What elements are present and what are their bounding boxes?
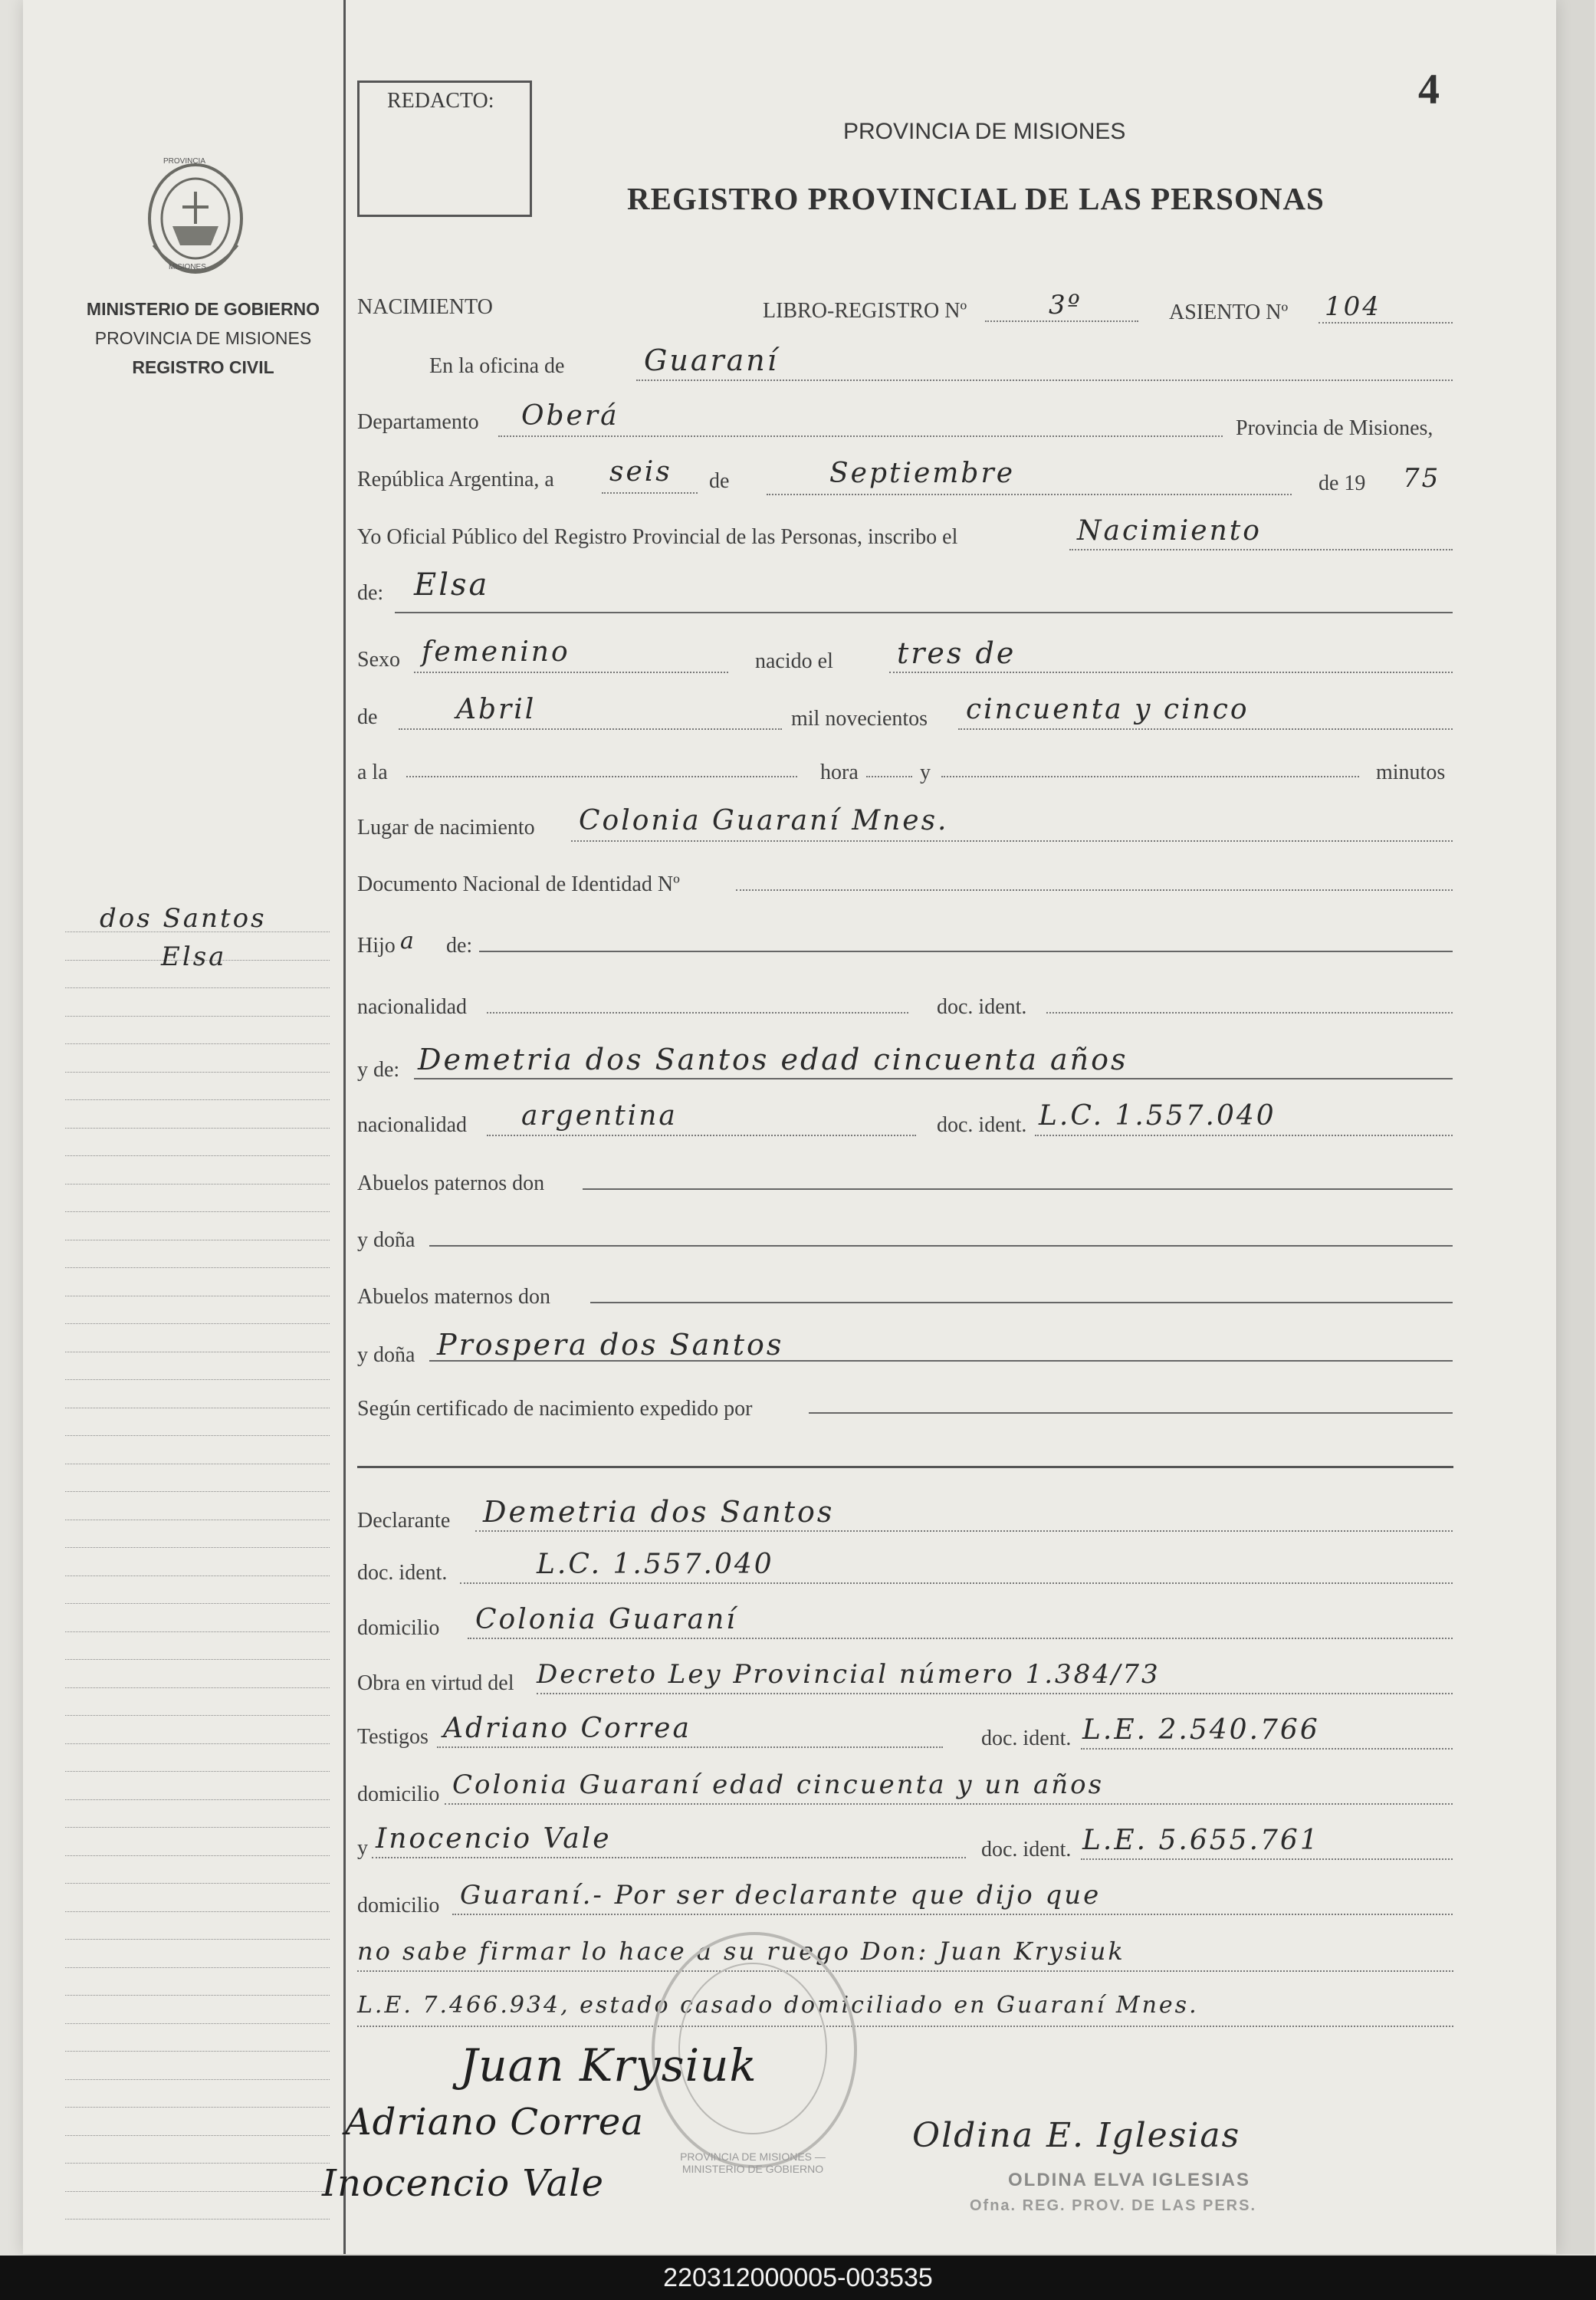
margin-rule-line [65, 1799, 330, 1800]
margin-rule-line [65, 1379, 330, 1380]
margin-rule-line [65, 1043, 330, 1044]
docident2-label: doc. ident. [937, 1113, 1027, 1137]
margin-rule-line [65, 1715, 330, 1716]
margin-rule-line [65, 987, 330, 988]
margin-rule-line [65, 2135, 330, 2136]
margin-rule-line [65, 2163, 330, 2164]
official-stamp-title: Ofna. REG. PROV. DE LAS PERS. [970, 2197, 1256, 2214]
dni-label: Documento Nacional de Identidad Nº [357, 872, 680, 896]
testigo2-value: Inocencio Vale [376, 1823, 612, 1855]
nacionalidad2-value: argentina [521, 1100, 678, 1132]
docident4-label: doc. ident. [981, 1727, 1072, 1750]
margin-rule-line [65, 1099, 330, 1100]
departamento-label: Departamento [357, 410, 479, 434]
margin-rule-line [65, 2107, 330, 2108]
domicilio2-value: Colonia Guaraní edad cincuenta y un años [452, 1769, 1105, 1800]
ydona2-value: Prospera dos Santos [437, 1328, 784, 1362]
nacido-label: nacido el [755, 649, 833, 673]
domicilio-label: domicilio [357, 1616, 440, 1640]
margin-rule-line [65, 2191, 330, 2192]
margin-rule-line [65, 1267, 330, 1268]
anio-value: 75 [1403, 463, 1441, 494]
margin-rule-line [65, 1883, 330, 1884]
asiento-value: 104 [1325, 291, 1381, 322]
hijo-suffix: a [400, 928, 416, 955]
ministry-line-2: PROVINCIA DE MISIONES [94, 328, 312, 348]
ydona-label: y doña [357, 1228, 415, 1252]
extra-line-2: L.E. 7.466.934, estado casado domiciliado en Guaraní Mnes. [357, 1992, 1199, 2019]
mes-nac-value: Abril [456, 694, 537, 725]
de-label: de [709, 469, 730, 493]
margin-note-name: Elsa [161, 941, 227, 972]
redacto-box [357, 80, 532, 217]
margin-rule-line [65, 1323, 330, 1324]
domicilio3-value: Guaraní.- Por ser declarante que dijo que [460, 1880, 1102, 1911]
lugar-label: Lugar de nacimiento [357, 816, 535, 840]
de3-label: de: [446, 934, 473, 958]
signature-iglesias: Oldina E. Iglesias [912, 2116, 1241, 2155]
round-stamp-text: PROVINCIA DE MISIONES — MINISTERIO DE GOBIERNO [680, 2150, 826, 2175]
de2-label: de [357, 705, 378, 729]
seal-bottom-text: MISIONES [169, 263, 206, 271]
ala-label: a la [357, 761, 388, 784]
anio-nac-value: cincuenta y cinco [966, 694, 1250, 725]
hora-label: hora [820, 761, 859, 784]
ministry-line-3: REGISTRO CIVIL [132, 357, 274, 377]
margin-rule-line [65, 1659, 330, 1660]
oficina-value: Guaraní [644, 343, 779, 377]
document-id-footer: 220312000005-003535 [0, 2256, 1596, 2300]
margin-rule-line [65, 1743, 330, 1744]
page-number: 4 [1418, 66, 1440, 113]
provincia-suffix: Provincia de Misiones, [1236, 416, 1433, 440]
yde-label: y de: [357, 1058, 400, 1082]
nacionalidad2-label: nacionalidad [357, 1113, 468, 1137]
asiento-label: ASIENTO Nº [1169, 301, 1289, 324]
anio-label: de 19 [1319, 472, 1366, 495]
sexo-label: Sexo [357, 648, 400, 672]
margin-rule-line [65, 2051, 330, 2052]
obra-label: Obra en virtud del [357, 1671, 514, 1695]
abuelos-paternos-label: Abuelos paternos don [357, 1171, 545, 1195]
y2-label: y [357, 1836, 368, 1860]
margin-rule-line [65, 1827, 330, 1828]
margin-rule-line [65, 1631, 330, 1632]
seal-top-text: PROVINCIA [163, 157, 206, 166]
margin-rule-line [65, 1155, 330, 1156]
dia-value: seis [609, 456, 672, 488]
abuelos-maternos-label: Abuelos maternos don [357, 1285, 550, 1309]
hijo-label: Hijo [357, 934, 396, 958]
margin-rule-line [65, 1771, 330, 1772]
mil-label: mil novecientos [791, 707, 928, 731]
margin-rule-line [65, 1547, 330, 1548]
margin-rule-line [65, 1211, 330, 1212]
departamento-value: Oberá [521, 400, 619, 432]
margin-rule-line [65, 1687, 330, 1688]
minutos-label: minutos [1376, 761, 1446, 784]
docident3-value: L.C. 1.557.040 [537, 1549, 774, 1580]
extra-line-1: no sabe firmar lo hace a su ruego Don: Juan Krysiuk [357, 1937, 1125, 1966]
declarante-label: Declarante [357, 1509, 451, 1533]
domicilio2-label: domicilio [357, 1783, 440, 1806]
redacto-label: REDACTO: [387, 89, 494, 113]
libro-label: LIBRO-REGISTRO Nº [763, 299, 967, 323]
nombre-value: Elsa [414, 567, 490, 603]
de-nombre-label: de: [357, 581, 384, 605]
obra-value: Decreto Ley Provincial número 1.384/73 [537, 1659, 1161, 1690]
margin-rule-line [65, 1128, 330, 1129]
margin-rule-line [65, 1939, 330, 1940]
oficial-text: Yo Oficial Público del Registro Provincial de las Personas, inscribo el [357, 525, 958, 549]
y-label: y [920, 761, 931, 784]
docident5-value: L.E. 5.655.761 [1082, 1825, 1320, 1856]
docident5-label: doc. ident. [981, 1838, 1072, 1861]
signature-krysiuk: Juan Krysiuk [460, 2039, 757, 2091]
header-registry: REGISTRO PROVINCIAL DE LAS PERSONAS [627, 181, 1325, 216]
margin-rule-line [65, 1855, 330, 1856]
certificado-label: Según certificado de nacimiento expedido por [357, 1397, 753, 1421]
signature-correa: Adriano Correa [345, 2101, 644, 2144]
margin-rule-line [65, 1967, 330, 1968]
docident2-value: L.C. 1.557.040 [1039, 1100, 1276, 1132]
testigo1-value: Adriano Correa [443, 1713, 691, 1744]
official-stamp-name: OLDINA ELVA IGLESIAS [1008, 2170, 1251, 2190]
signature-vale: Inocencio Vale [322, 2162, 604, 2205]
oficina-label: En la oficina de [429, 354, 565, 378]
nacido-value: tres de [897, 636, 1016, 670]
nacionalidad-label: nacionalidad [357, 995, 468, 1019]
margin-rule-line [65, 2219, 330, 2220]
domicilio-value: Colonia Guaraní [475, 1604, 737, 1635]
ydona2-label: y doña [357, 1343, 415, 1367]
margin-rule-line [65, 1995, 330, 1996]
republica-label: República Argentina, a [357, 468, 554, 491]
declarante-value: Demetria dos Santos [483, 1495, 835, 1529]
lugar-value: Colonia Guaraní Mnes. [579, 805, 949, 836]
margin-rule-line [65, 1491, 330, 1492]
docident-label: doc. ident. [937, 995, 1027, 1019]
docident3-label: doc. ident. [357, 1561, 448, 1585]
margin-divider-line [343, 0, 346, 2254]
header-province: PROVINCIA DE MISIONES [843, 119, 1126, 144]
margin-note-surname: dos Santos [100, 903, 267, 934]
mes-value: Septiembre [829, 458, 1015, 489]
sexo-value: femenino [422, 636, 570, 668]
libro-value: 3º [1049, 290, 1082, 320]
margin-rule-line [65, 2079, 330, 2080]
margin-rule-line [65, 1072, 330, 1073]
ministry-line-1: MINISTERIO DE GOBIERNO [86, 299, 320, 319]
domicilio3-label: domicilio [357, 1894, 440, 1917]
docident4-value: L.E. 2.540.766 [1082, 1714, 1320, 1746]
margin-rule-line [65, 1016, 330, 1017]
margin-rule-line [65, 1911, 330, 1912]
madre-value: Demetria dos Santos edad cincuenta años [418, 1043, 1128, 1076]
margin-rule-line [65, 1435, 330, 1436]
testigos-label: Testigos [357, 1725, 429, 1749]
margin-rule-line [65, 1603, 330, 1604]
act-type-label: NACIMIENTO [357, 295, 493, 319]
margin-rule-line [65, 2023, 330, 2024]
inscribo-value: Nacimiento [1077, 515, 1262, 547]
